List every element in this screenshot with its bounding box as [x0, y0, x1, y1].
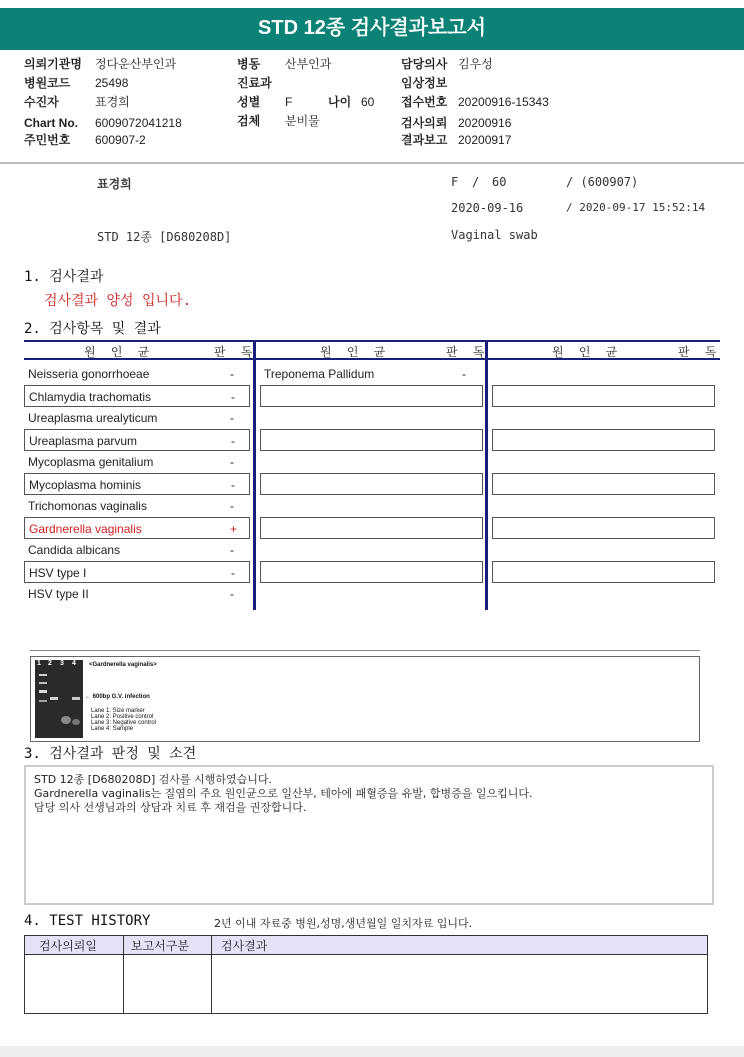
header-sex-value: F	[285, 95, 293, 109]
history-table	[24, 935, 708, 1014]
result-row: HSV type I -	[24, 561, 250, 583]
header-receipt-no: 접수번호	[401, 95, 448, 109]
footer-band	[0, 1046, 744, 1057]
header-age: 나이	[328, 95, 352, 109]
result-row: Ureaplasma parvum -	[24, 429, 250, 451]
header-chart-no: Chart No.	[24, 116, 78, 130]
header-resident-no: 주민번호	[24, 133, 71, 147]
col-header-organism-2: 원 인 균	[320, 345, 390, 359]
gel-legend-item: Lane 3: Negative control	[91, 720, 157, 726]
patient-slash: /	[472, 175, 480, 189]
history-col-divider	[211, 936, 212, 1013]
patient-specimen: Vaginal swab	[451, 228, 538, 242]
result-row: Treponema Pallidum -	[264, 367, 466, 381]
header-ward: 병동	[237, 57, 261, 71]
gel-lane-number: 1	[37, 660, 41, 667]
empty-result-box	[492, 517, 715, 539]
header-receipt-no-value: 20200916-15343	[458, 95, 549, 109]
col-header-result-1: 판 독	[214, 345, 257, 359]
history-col-report-type: 보고서구분	[131, 939, 189, 953]
patient-test-code: STD 12종 [D680208D]	[97, 230, 232, 244]
grid-divider-2	[485, 340, 488, 610]
result-row-positive: Gardnerella vaginalis +	[24, 517, 250, 539]
gel-caption: <Gardnerella vaginalis>	[89, 662, 157, 668]
section-1-title: 1. 검사결과	[24, 269, 104, 285]
header-specimen-value: 분비물	[285, 114, 320, 128]
comment-line: 담당 의사 선생님과의 상담과 치료 후 재검을 권장합니다.	[34, 801, 307, 814]
grid-top-line	[24, 340, 720, 342]
header-report-date-value: 20200917	[458, 133, 512, 147]
empty-result-box	[260, 429, 483, 451]
empty-result-box	[260, 517, 483, 539]
result-row: Mycoplasma genitalium -	[28, 455, 234, 469]
patient-sex: F	[451, 175, 459, 189]
title-underline	[0, 48, 744, 50]
section-2-title: 2. 검사항목 및 결과	[24, 321, 161, 337]
comment-line: Gardnerella vaginalis는 질염의 주요 원인균으로 일산부, 테아에 패혈증을 유발, 합병증을 일으킵니다.	[34, 787, 533, 800]
gel-top-rule	[30, 650, 700, 651]
gel-lanes-graphic	[35, 660, 83, 738]
gel-band-label: ← 600bp G.V. infection	[85, 694, 150, 700]
header-doctor: 담당의사	[401, 57, 448, 71]
empty-result-box	[492, 561, 715, 583]
comment-line: STD 12종 [D680208D] 검사를 시행하였습니다.	[34, 773, 273, 786]
result-row: Chlamydia trachomatis -	[24, 385, 250, 407]
gel-lane-number: 2	[48, 660, 52, 667]
header-request-date: 검사의뢰	[401, 116, 448, 130]
result-positive-message: 검사결과 양성 입니다.	[44, 293, 192, 309]
col-header-organism-1: 원 인 균	[84, 345, 154, 359]
report-title: STD 12종 검사결과보고서	[0, 8, 744, 48]
gel-lane-number: 4	[72, 660, 76, 667]
result-row: Mycoplasma hominis -	[24, 473, 250, 495]
patient-report-datetime: / 2020-09-17 15:52:14	[566, 201, 706, 214]
result-row: Candida albicans -	[28, 543, 234, 557]
header-age-value: 60	[361, 95, 375, 109]
history-note: 2년 이내 자료중 병원,성명,생년월일 일치자료 입니다.	[214, 917, 473, 930]
header-hospital-code-value: 25498	[95, 76, 129, 90]
col-header-result-2: 판 독	[446, 345, 489, 359]
history-header-row	[25, 936, 707, 955]
col-header-organism-3: 원 인 균	[552, 345, 622, 359]
header-ward-value: 산부인과	[285, 57, 332, 71]
header-hospital-name: 의뢰기관명	[24, 57, 82, 71]
empty-result-box	[260, 385, 483, 407]
header-report-date: 결과보고	[401, 133, 448, 147]
history-col-request-date: 검사의뢰일	[39, 939, 97, 953]
header-divider	[0, 162, 744, 164]
section-4-title: 4. TEST HISTORY	[24, 913, 151, 929]
result-row: Ureaplasma urealyticum -	[28, 411, 234, 425]
header-clinical-info: 임상정보	[401, 76, 448, 90]
gel-image	[35, 660, 83, 738]
patient-age: 60	[492, 175, 507, 189]
patient-request-date: 2020-09-16	[451, 201, 524, 215]
empty-result-box	[492, 473, 715, 495]
header-doctor-value: 김우성	[458, 57, 493, 71]
gel-legend-item: Lane 2: Positive control	[91, 714, 154, 720]
section-3-title: 3. 검사결과 판정 및 소견	[24, 746, 197, 762]
result-row: Neisseria gonorrhoeae -	[28, 367, 234, 381]
history-col-divider	[123, 936, 124, 1013]
header-department: 진료과	[237, 76, 272, 90]
patient-name: 표경희	[97, 177, 132, 191]
history-col-result: 검사결과	[221, 939, 268, 953]
comment-box	[24, 765, 714, 905]
header-sex: 성별	[237, 95, 261, 109]
result-grid	[24, 340, 720, 610]
result-row: HSV type II -	[28, 587, 234, 601]
gel-legend-item: Lane 4: Sample	[91, 726, 134, 732]
empty-result-box	[492, 385, 715, 407]
col-header-result-3: 판 독	[678, 345, 721, 359]
empty-result-box	[260, 473, 483, 495]
header-patient: 수진자	[24, 95, 59, 109]
gel-figure	[30, 656, 700, 742]
result-row: Trichomonas vaginalis -	[28, 499, 234, 513]
header-patient-value: 표경희	[95, 95, 130, 109]
header-chart-no-value: 6009072041218	[95, 116, 182, 130]
header-request-date-value: 20200916	[458, 116, 512, 130]
header-resident-no-value: 600907-2	[95, 133, 146, 147]
grid-divider-1	[253, 340, 256, 610]
empty-result-box	[260, 561, 483, 583]
header-hospital-name-value: 정다운산부인과	[95, 57, 177, 71]
patient-birth: / (600907)	[566, 175, 639, 189]
gel-legend-item: Lane 1: Size marker	[91, 708, 145, 714]
header-specimen: 검체	[237, 114, 261, 128]
header-hospital-code: 병원코드	[24, 76, 71, 90]
empty-result-box	[492, 429, 715, 451]
gel-lane-number: 3	[60, 660, 64, 667]
